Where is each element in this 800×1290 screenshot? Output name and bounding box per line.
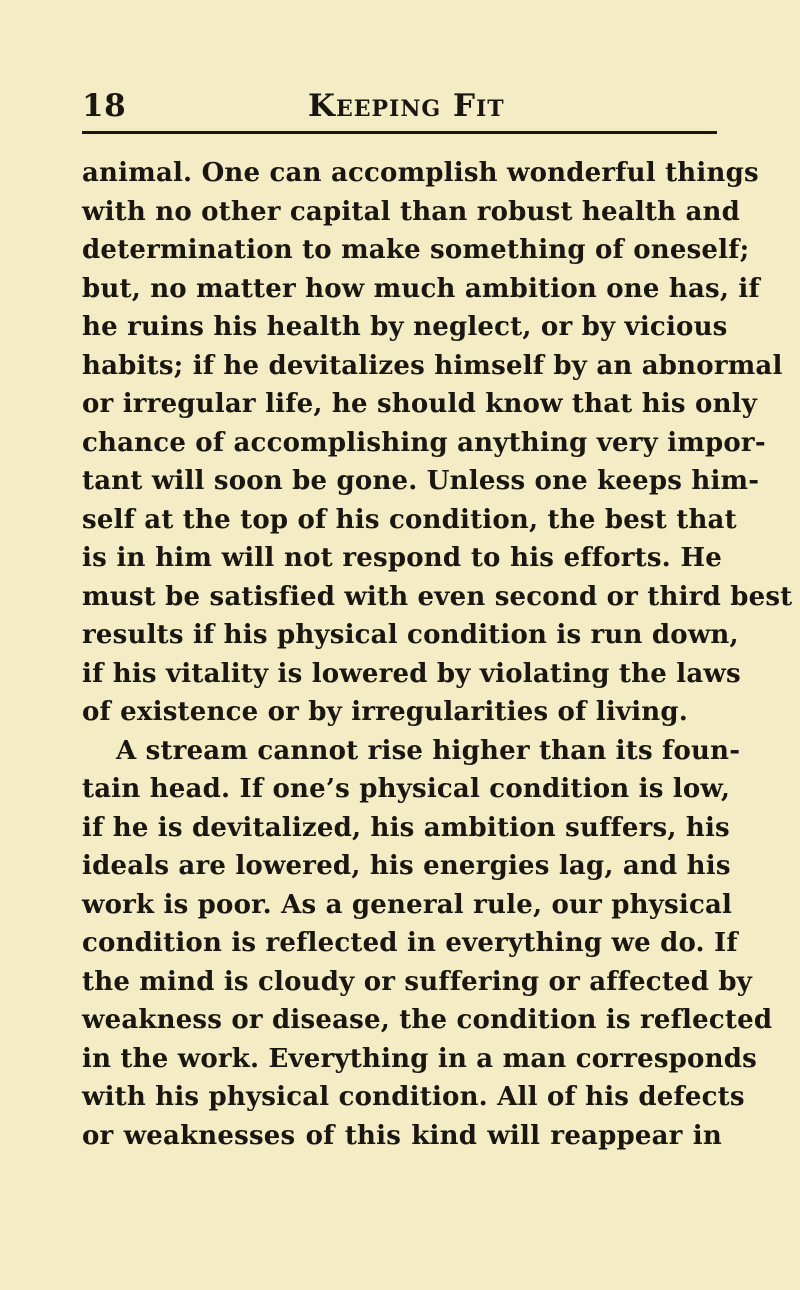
text-line: if he is devitalized, his ambition suffers, his <box>82 812 730 843</box>
text-line: he ruins his health by neglect, or by vicious <box>82 312 728 342</box>
text-line: ideals are lowered, his energies lag, and his <box>82 851 731 881</box>
header-rule <box>82 131 717 134</box>
text-line: of existence or by irregularities of living. <box>82 697 689 727</box>
page-number: 18 <box>82 88 127 124</box>
text-line: A stream cannot rise higher than its foun- <box>116 735 741 766</box>
text-line: chance of accomplishing anything very impor- <box>82 427 766 458</box>
text-line: must be satisfied with even second or third best <box>82 581 793 612</box>
running-title: Keeping Fit <box>308 88 505 124</box>
text-line: condition is reflected in everything we do. If <box>82 928 738 958</box>
text-line: habits; if he devitalizes himself by an abnormal <box>82 350 783 381</box>
text-line: weakness or disease, the condition is reflected <box>82 1005 773 1035</box>
text-line: is in him will not respond to his efforts. He <box>82 543 722 573</box>
text-line: tain head. If one’s physical condition is low, <box>82 774 731 804</box>
body-text <box>82 154 793 1155</box>
text-line: but, no matter how much ambition one has, if <box>82 273 760 304</box>
text-line: or weaknesses of this kind will reappear in <box>82 1120 722 1151</box>
page-header <box>82 86 717 132</box>
text-line: determination to make something of oneself; <box>82 235 750 265</box>
text-line: with his physical condition. All of his defects <box>82 1082 745 1112</box>
text-line: with no other capital than robust health and <box>82 196 740 227</box>
text-line: tant will soon be gone. Unless one keeps him- <box>82 466 760 496</box>
text-line: or irregular life, he should know that his only <box>82 389 758 419</box>
text-line: in the work. Everything in a man corresponds <box>82 1043 757 1074</box>
text-line: results if his physical condition is run down, <box>82 620 739 650</box>
text-line: the mind is cloudy or suffering or affected by <box>82 966 753 997</box>
text-line: animal. One can accomplish wonderful things <box>82 158 759 188</box>
text-line: work is poor. As a general rule, our physical <box>82 889 733 920</box>
text-line: self at the top of his condition, the best that <box>82 504 737 535</box>
text-line: if his vitality is lowered by violating the laws <box>82 658 741 689</box>
